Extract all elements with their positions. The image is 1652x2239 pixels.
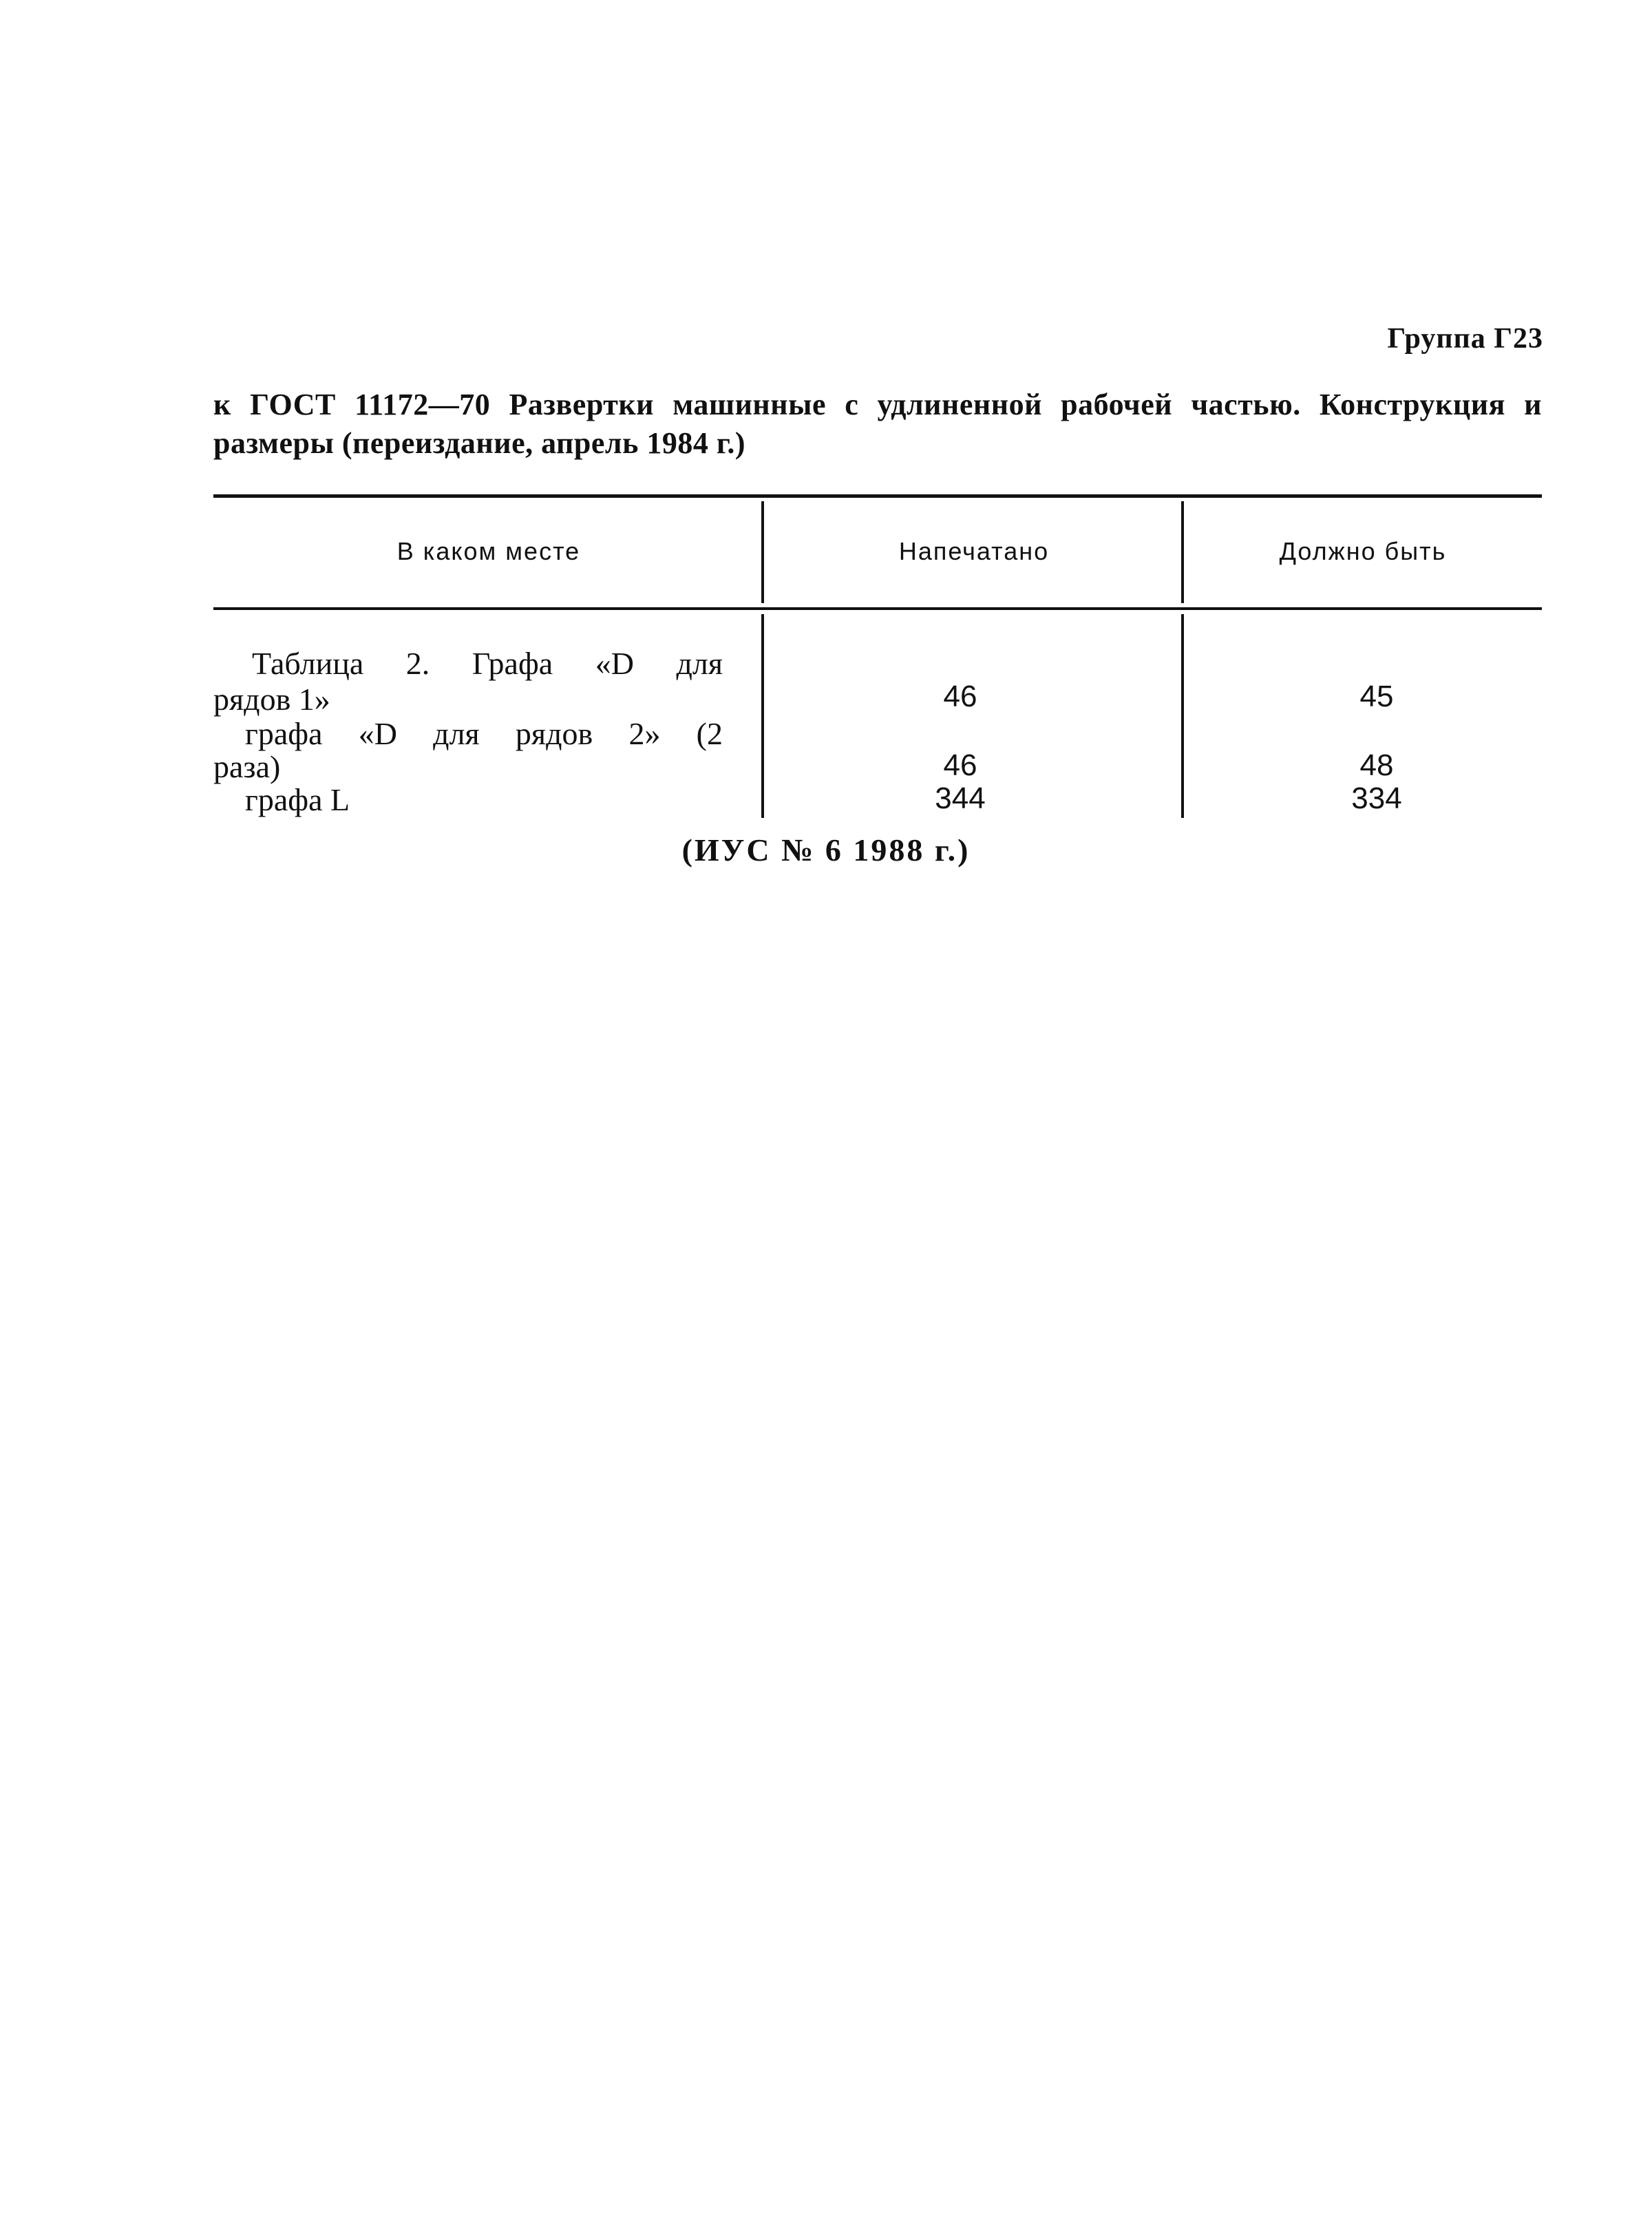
column-header-place: В каком месте bbox=[396, 537, 581, 565]
column-header-should-be: Должно быть bbox=[1279, 537, 1447, 565]
row-place-line2: раза) bbox=[213, 749, 281, 784]
document-title: к ГОСТ 11172—70 Развертки машинные с удлиненной рабочей частью. Конструкция и размеры (переиздание, апрель 1984 г.) bbox=[213, 388, 1542, 460]
row-printed-value: 344 bbox=[935, 781, 986, 815]
table-header-rule bbox=[213, 607, 1542, 610]
table-top-rule bbox=[213, 494, 1542, 498]
source-reference bbox=[0, 832, 1652, 868]
source-reference-text: (ИУС № 6 1988 г.) bbox=[681, 832, 971, 868]
row-should-be-value: 48 bbox=[1359, 748, 1394, 782]
row-place-line1: графа L bbox=[245, 782, 350, 817]
group-label: Группа Г23 bbox=[1387, 323, 1543, 355]
column-divider bbox=[761, 501, 764, 603]
column-header-printed: Напечатано bbox=[898, 537, 1050, 565]
row-should-be-value: 45 bbox=[1359, 680, 1394, 713]
row-place-line1: Таблица 2. Графа «D для bbox=[252, 646, 723, 681]
row-should-be-value: 334 bbox=[1351, 781, 1402, 815]
row-place-line1: графа «D для рядов 2» (2 bbox=[245, 716, 723, 751]
row-place-line2: рядов 1» bbox=[213, 682, 330, 717]
row-printed-value: 46 bbox=[943, 680, 977, 713]
column-divider bbox=[1181, 501, 1184, 603]
row-printed-value: 46 bbox=[943, 748, 977, 782]
